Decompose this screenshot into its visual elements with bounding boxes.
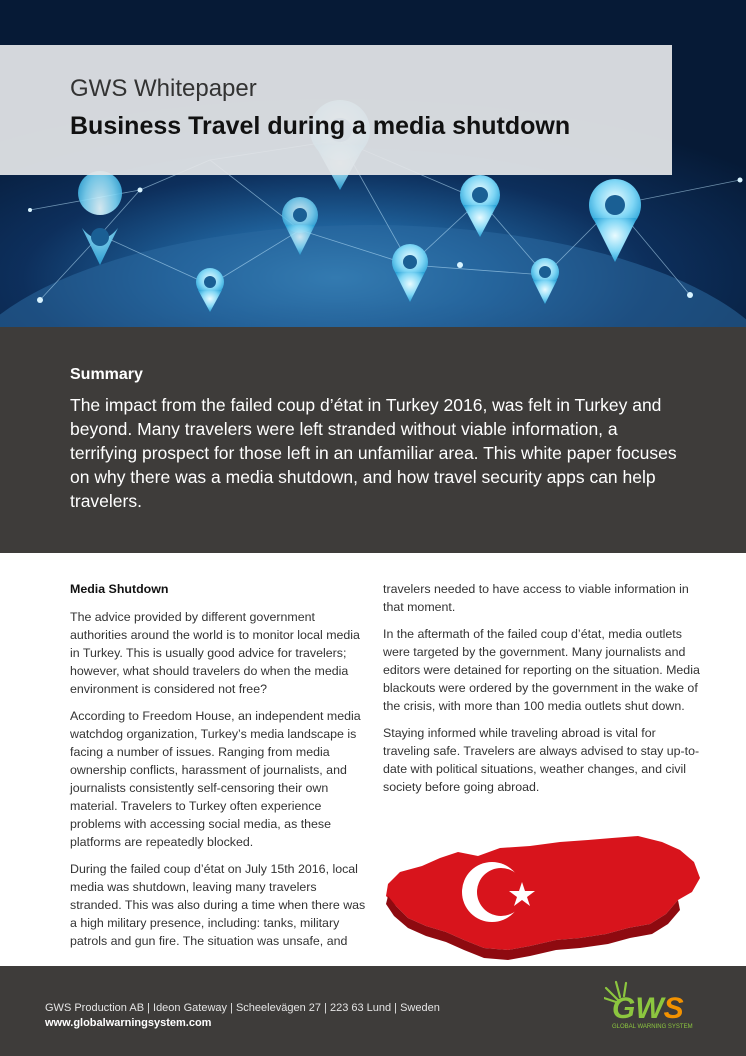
logo-wordmark: GWS bbox=[612, 992, 684, 1025]
footer-address: GWS Production AB | Ideon Gateway | Scheelevägen 27 | 223 63 Lund | Sweden bbox=[45, 1002, 440, 1014]
title-panel bbox=[0, 45, 672, 175]
logo-tagline: GLOBAL WARNING SYSTEM bbox=[612, 1024, 693, 1030]
paragraph: Staying informed while traveling abroad is vital for traveling safe. Travelers are always advised to stay up-to-date with political situations, weather changes, and civil society before going abroad. bbox=[383, 726, 700, 794]
document-kicker: GWS Whitepaper bbox=[70, 75, 257, 102]
paragraph: According to Freedom House, an independent media watchdog organization, Turkey’s media landscape is facing a number of issues. Ranging from media ownership conflicts, harassment of journalists, and journalists consistently self-censoring their own material. Travelers to Turkey often experience problems with accessing social media, as these platforms are repeatedly blocked. bbox=[70, 709, 361, 849]
gws-logo bbox=[604, 980, 706, 1030]
body-column-right bbox=[383, 580, 703, 805]
paragraph: The advice provided by different government authorities around the world is to monitor local media in Turkey. This is usually good advice for travelers; however, what should travelers do when the media environment is considered not free? bbox=[70, 610, 360, 696]
document-title: Business Travel during a media shutdown bbox=[70, 112, 571, 140]
body-column-left bbox=[70, 580, 366, 959]
section-heading: Media Shutdown bbox=[70, 582, 169, 596]
summary-heading: Summary bbox=[70, 366, 143, 383]
turkey-flag-map-image bbox=[380, 822, 705, 962]
paragraph: In the aftermath of the failed coup d’état, media outlets were targeted by the government. Many journalists and editors were detained for reporting on the situation. Media blackouts were ordered by the government in the wake of the crisis, with more than 100 media outlets shut down. bbox=[383, 627, 700, 713]
footer-website-link[interactable]: www.globalwarningsystem.com bbox=[45, 1017, 212, 1029]
summary-text: The impact from the failed coup d’état in Turkey 2016, was felt in Turkey and beyond. Many travelers were left stranded without viable information, a terrifying prospect for those left in an unfamiliar area. This white paper focuses on why there was a media shutdown, and how travel security apps can help travelers. bbox=[70, 395, 677, 511]
paragraph: travelers needed to have access to viable information in that moment. bbox=[383, 582, 689, 614]
paragraph: During the failed coup d’état on July 15th 2016, local media was shutdown, leaving many travelers stranded. This was also during a time when there was a high military presence, including: tanks, military patrols and gun fire. The situation was unsafe, and bbox=[70, 862, 366, 948]
